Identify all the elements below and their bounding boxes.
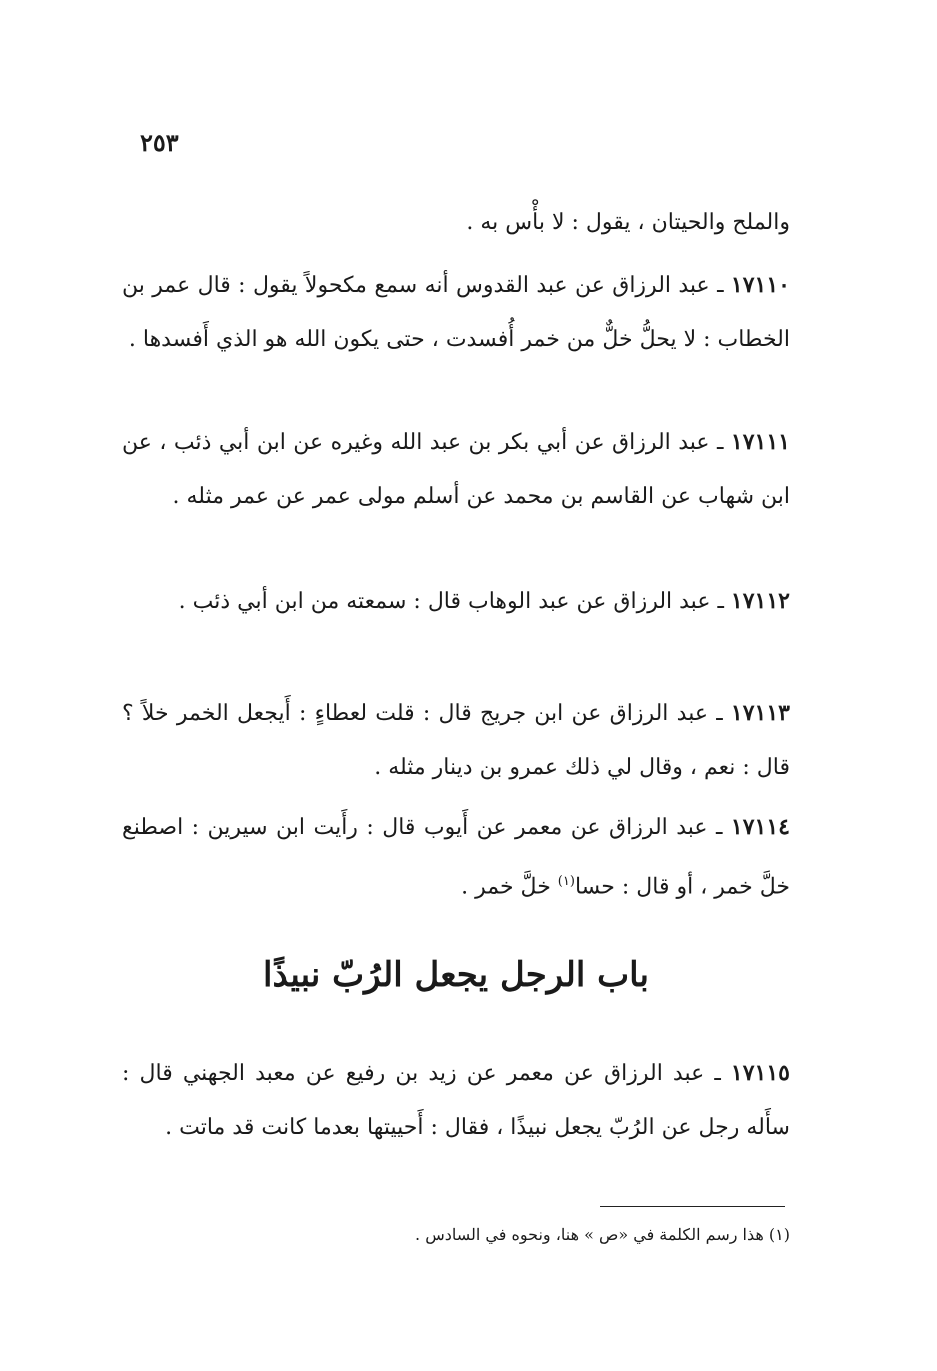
entry-number: ١٧١١٠ bbox=[730, 272, 790, 298]
footnote-divider bbox=[600, 1206, 785, 1207]
entry-text: عبد الرزاق عن عبد القدوس أنه سمع مكحولاً يقول : قال عمر بن الخطاب : لا يحلُّ خلٌّ من خمر أُفسدت ، حتى يكون الله هو الذي أَفسدها . bbox=[122, 273, 790, 352]
footnote-reference: (١) bbox=[557, 874, 575, 889]
entry-dash: ـ bbox=[710, 589, 724, 614]
entry-number: ١٧١١٥ bbox=[730, 1060, 790, 1086]
entry-text-continued: خلَّ خمر . bbox=[461, 874, 558, 900]
footnote-marker: (١) bbox=[768, 1225, 790, 1244]
hadith-entry bbox=[122, 1046, 790, 1155]
continuation-text: والملح والحيتان ، يقول : لا بأْس به . bbox=[466, 210, 790, 235]
hadith-entry bbox=[122, 258, 790, 367]
entry-number: ١٧١١٤ bbox=[730, 814, 790, 840]
continuation-paragraph bbox=[122, 196, 790, 250]
entry-text: عبد الرزاق عن ابن جريج قال : قلت لعطاءٍ : أَيجعل الخمر خلاً ؟ قال : نعم ، وقال لي ذلك عمرو بن دينار مثله . bbox=[122, 701, 790, 780]
entry-number: ١٧١١١ bbox=[730, 429, 790, 455]
entry-dash: ـ bbox=[709, 430, 724, 455]
footnote bbox=[250, 1222, 790, 1248]
entry-text: عبد الرزاق عن معمر عن أَيوب قال : رأَيت ابن سيرين : اصطنع خلَّ خمر ، أو قال : حسا bbox=[122, 815, 790, 900]
entry-text: عبد الرزاق عن أبي بكر بن عبد الله وغيره عن ابن أبي ذئب ، عن ابن شهاب عن القاسم بن محمد عن أسلم مولى عمر عن عمر مثله . bbox=[122, 430, 790, 509]
entry-dash: ـ bbox=[704, 1061, 721, 1086]
hadith-entry bbox=[122, 415, 790, 524]
hadith-entry bbox=[122, 574, 790, 629]
entry-text: عبد الرزاق عن معمر عن زيد بن رفيع عن معبد الجهني قال : سأَله رجل عن الرُبّ يجعل نبيذًا ، فقال : أَحييتها بعدما كانت قد ماتت . bbox=[122, 1061, 790, 1140]
entry-dash: ـ bbox=[707, 701, 723, 726]
footnote-text: هذا رسم الكلمة في «ص » هنا، ونحوه في السادس . bbox=[415, 1225, 764, 1244]
hadith-entry bbox=[122, 800, 790, 914]
entry-dash: ـ bbox=[709, 273, 724, 298]
page-number: ٢٥٣ bbox=[140, 128, 179, 157]
entry-dash: ـ bbox=[707, 815, 723, 840]
hadith-entry bbox=[122, 686, 790, 795]
entry-number: ١٧١١٢ bbox=[730, 588, 790, 614]
entry-number: ١٧١١٣ bbox=[730, 700, 790, 726]
entry-text: عبد الرزاق عن عبد الوهاب قال : سمعته من ابن أبي ذئب . bbox=[178, 589, 711, 614]
chapter-heading: باب الرجل يجعل الرُبّ نبيذًا bbox=[263, 955, 649, 995]
